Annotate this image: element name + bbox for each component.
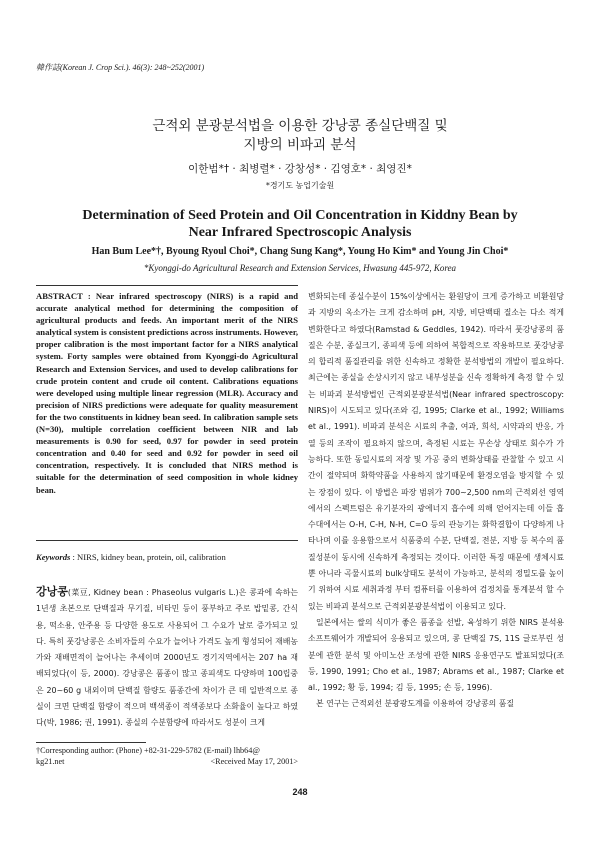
- body-text-right: [308, 289, 564, 713]
- footnote-email-tail: kg21.net: [36, 757, 65, 766]
- english-affiliation: *Kyonggi-do Agricultural Research and Extension Services, Hwasung 445-972, Korea: [143, 263, 457, 273]
- korean-title: [0, 117, 600, 155]
- body-lead-word: 강낭콩: [36, 585, 68, 598]
- footnote-rule: [36, 742, 146, 743]
- abstract-text: Near infrared spectroscopy (NIRS) is a rapid and accurate analytical method for determining the composition of agricultural products and feeds. An important merit of the NIRS analytical system is consistent predictions across instruments. However, proper calibration is the most important factor for a NIRS analytical system. Forty samples were obtained from Kyonggi-do Agricultural Research and Extension Services, and used to develop calibrations for crude protein content and crude oil content. Calibrations equations were developed using multiple linear regression (MLR). Accuracy and precision of NIRS predictions were adequate for quality measurement for the two constituents in kidney bean seed. In calibration sample sets (N=30), multiple correlation coefficient between NIR and lab measurements is 0.90 for seed, 0.97 for powder in seed protein concentration and 0.40 for seed and 0.92 for powder in seed oil concentration, respectively. It is concluded that NIRS method is suitable for the determination of seed composition in whole kidney bean.: [36, 291, 298, 495]
- footnote-line1: †Corresponding author: (Phone) +82-31-229-5782 (E-mail) lhb64@: [36, 746, 260, 755]
- body-text-left: [36, 584, 298, 732]
- body-right-paragraph-2: 일본에서는 쌀의 식미가 좋은 품종을 선발, 육성하기 위한 NIRS 분석용 소프트웨어가 개발되어 응용되고 있으며, 콩 단백질 7S, 11S 글로부린 성분에 관한 분석 및 아미노산 조성에 관한 NIRS 응용연구도 발표되었다(조 등, 1990, 1991; Cho et al., 1987; Abrams et al., 1987; Clarke et al., 1992; 황 등, 1994; 김 등, 1995; 손 등, 1996).: [308, 617, 564, 693]
- korean-authors: 이한범*† · 최병렬* · 강창성* · 김영호* · 최영진*: [188, 163, 412, 175]
- footnote: [36, 745, 298, 767]
- abstract: [36, 290, 298, 496]
- korean-title-line2: 지방의 비파괴 분석: [243, 137, 357, 153]
- keywords-label: Keywords: [36, 552, 71, 562]
- body-right-paragraph-1: 변화되는데 종실수분이 15%이상에서는 환원당이 크게 증가하고 비환원당과 지방의 옥소가는 크게 감소하며 pH, 지방, 비단백태 질소는 다소 적게 변화한다고 하였다(Ramstad & Geddles, 1942). 따라서 풋강낭콩의 품질은 수분, 종실크기, 종피색 등에 의하여 복합적으로 작용하므로 풋강낭콩의 합리적 품질관리를 위한 신속하고 정확한 분석방법의 개발이 필요하다. 최근에는 종실을 손상시키지 않고 내부성분을 신속 정확하게 측정 할 수 있는 비파괴 분석방법인 근적외분광분석법(Near infrared spectroscopy: NIRS)이 시도되고 있다(조와 김, 1995; Clarke et al., 1992; Williams et al., 1991). 비파괴 분석은 시료의 추출, 여과, 희석, 시약과의 반응, 가열 등의 조작이 필요하지 않으며, 측정된 시료는 무손상 상태로 회수가 가능하다. 또한 동일시료의 저장 및 가공 중의 변화상태를 관찰할 수 있고 시간이 절약되며 화학약품을 사용하지 않기때문에 환경오염을 방지할 수 있는 장점이 있다. 이 방법은 파장 범위가 700~2,500 nm의 근적외선 영역에서의 스펙트럼은 유기분자의 광에너지 흡수에 의해 얻어지는데 이들 흡수대에서는 O-H, C-H, N-H, C=O 등의 관능기는 화학결합이 다양하게 나타나며 이를 응용함으로서 식품중의 수분, 단백질, 전분, 지방 등 복수의 품질성분이 동시에 신속하게 측정되는 것이다. 이러한 특징 때문에 생체시료 뿐 아니라 곡물시료의 bulk상태도 분석이 가능하고, 분석의 정밀도를 높이기 위하여 시료 세취과정 부터 컴퓨터를 이용하여 검정치를 통계분석 할 수 있는 비파괴 분석으로 근적외분광분석법이 이용되고 있다.: [308, 292, 564, 611]
- body-left-text: (菜豆, Kidney bean : Phaseolus vulgaris L.)은 콩과에 속하는 1년생 초본으로 단백질과 무기질, 비타민 등이 풍부하고 주로 밥밑콩, 간식용, 떡소용, 안주용 등 다양한 용도로 사용되어 그 수요가 날로 증가되고 있다. 특히 풋강낭콩은 소비자들의 수요가 늘어나 가격도 높게 형성되어 재배농가와 재배면적이 늘어나는 추세이며 2000년도 경기지역에서는 207 ha 재배되었다(이 등, 2000). 강낭콩은 품종이 많고 종피색도 다양하며 100립중은 20~60 g 내외이며 단백질 함량도 품종간에 차이가 큰 데 일반적으로 종실이 크면 단백질 함량이 적으며 백색종이 적색종보다 소화율이 높다고 하였다(박, 1986; 권, 1991). 종실의 수분함량에 따라서도 성분이 크게: [36, 588, 298, 728]
- abstract-top-rule: [36, 285, 298, 286]
- journal-citation: 韓作誌(Korean J. Crop Sci.). 46(3): 248~252(2001): [36, 63, 205, 72]
- abstract-label: ABSTRACT :: [36, 291, 96, 301]
- korean-affiliation: *경기도 농업기술원: [265, 181, 335, 190]
- korean-title-line1: 근적외 분광분석법을 이용한 강낭콩 종실단백질 및: [152, 118, 448, 134]
- keywords: [36, 552, 298, 562]
- footnote-line2: [36, 756, 298, 767]
- english-title: [0, 207, 600, 241]
- received-date: <Received May 17, 2001>: [210, 757, 298, 766]
- keywords-text: : NIRS, kidney bean, protein, oil, calibration: [70, 552, 226, 562]
- english-title-line2: Near Infrared Spectroscopic Analysis: [188, 225, 412, 240]
- english-authors: Han Bum Lee*†, Byoung Ryoul Choi*, Chang Sung Kang*, Young Ho Kim* and Young Jin Choi*: [91, 246, 509, 257]
- page-number: 248: [292, 787, 308, 797]
- english-title-line1: Determination of Seed Protein and Oil Concentration in Kiddny Bean by: [82, 208, 518, 223]
- abstract-bottom-rule: [36, 540, 298, 541]
- body-right-paragraph-3: 본 연구는 근적외선 분광광도계를 이용하여 강낭콩의 품질: [316, 699, 514, 709]
